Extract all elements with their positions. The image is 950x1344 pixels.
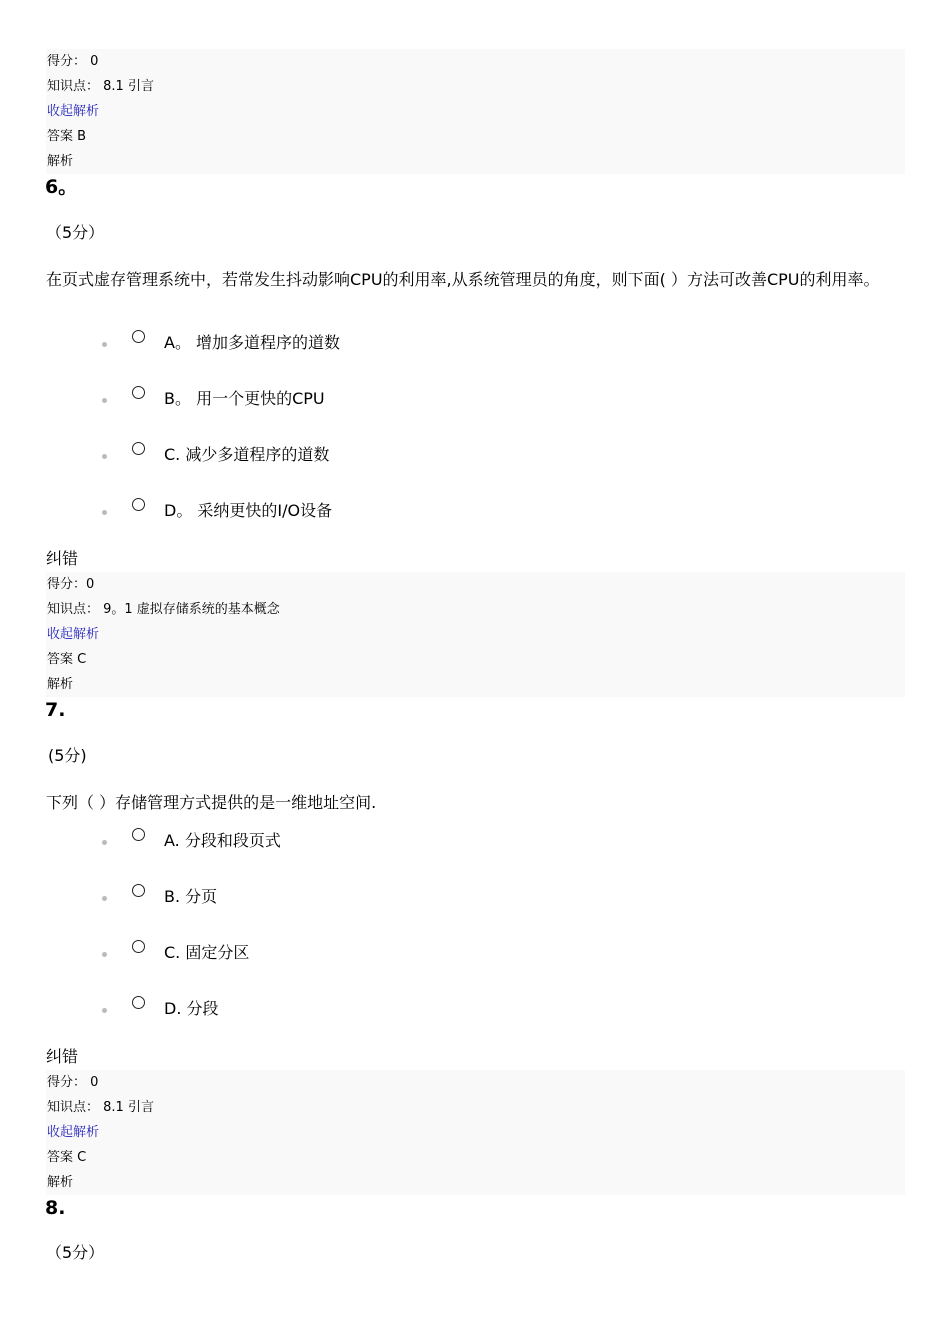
q7-result-panel bbox=[46, 1070, 905, 1195]
q6-option-b-radio[interactable] bbox=[132, 386, 145, 399]
q6-answer: 答案 C bbox=[47, 652, 87, 667]
q6-stem: 在页式虚存管理系统中，若常发生抖动影响CPU的利用率,从系统管理员的角度，则下面( ）方法可改善CPU的利用率。 bbox=[46, 270, 880, 289]
q7-report-error-link[interactable]: 纠错 bbox=[46, 1047, 79, 1066]
q5-score: 得分： 0 bbox=[47, 54, 99, 69]
bullet-icon bbox=[102, 398, 107, 403]
q5-analysis-label: 解析 bbox=[47, 154, 74, 169]
q7-number: 7. bbox=[45, 699, 66, 721]
q7-option-a-label: A. 分段和段页式 bbox=[164, 831, 281, 850]
bullet-icon bbox=[102, 342, 107, 347]
q6-number: 6。 bbox=[45, 176, 78, 198]
q7-option-b-radio[interactable] bbox=[132, 884, 145, 897]
q6-knowledge-point: 知识点： 9。1 虚拟存储系统的基本概念 bbox=[47, 602, 280, 617]
bullet-icon bbox=[102, 510, 107, 515]
q7-option-c-radio[interactable] bbox=[132, 940, 145, 953]
bullet-icon bbox=[102, 840, 107, 845]
q5-knowledge-point: 知识点： 8.1 引言 bbox=[47, 79, 154, 94]
q6-option-d-label: D。 采纳更快的I/O设备 bbox=[164, 501, 333, 520]
bullet-icon bbox=[102, 896, 107, 901]
q8-points: （5分） bbox=[46, 1243, 105, 1262]
q6-collapse-analysis-link[interactable]: 收起解析 bbox=[47, 627, 100, 642]
q6-option-a-radio[interactable] bbox=[132, 330, 145, 343]
q7-answer: 答案 C bbox=[47, 1150, 87, 1165]
q6-score: 得分：0 bbox=[47, 577, 95, 592]
bullet-icon bbox=[102, 1008, 107, 1013]
q6-option-a-label: A。 增加多道程序的道数 bbox=[164, 333, 341, 352]
q5-result-panel bbox=[46, 49, 905, 174]
q7-points: (5分) bbox=[48, 746, 87, 765]
q6-option-d-radio[interactable] bbox=[132, 498, 145, 511]
q6-report-error-link[interactable]: 纠错 bbox=[46, 549, 79, 568]
q7-option-c-label: C. 固定分区 bbox=[164, 943, 250, 962]
q7-score: 得分： 0 bbox=[47, 1075, 99, 1090]
q5-answer: 答案 B bbox=[47, 129, 87, 144]
bullet-icon bbox=[102, 952, 107, 957]
q5-collapse-analysis-link[interactable]: 收起解析 bbox=[47, 104, 100, 119]
q7-option-d-label: D. 分段 bbox=[164, 999, 219, 1018]
q7-collapse-analysis-link[interactable]: 收起解析 bbox=[47, 1125, 100, 1140]
q7-option-a-radio[interactable] bbox=[132, 828, 145, 841]
q6-option-c-radio[interactable] bbox=[132, 442, 145, 455]
q6-points: （5分） bbox=[46, 223, 105, 242]
bullet-icon bbox=[102, 454, 107, 459]
q6-option-c-label: C. 减少多道程序的道数 bbox=[164, 445, 330, 464]
q6-option-b-label: B。 用一个更快的CPU bbox=[164, 389, 325, 408]
q7-analysis-label: 解析 bbox=[47, 1175, 74, 1190]
q7-option-d-radio[interactable] bbox=[132, 996, 145, 1009]
q7-option-b-label: B. 分页 bbox=[164, 887, 218, 906]
q8-number: 8. bbox=[45, 1197, 66, 1219]
q7-stem: 下列（ ）存储管理方式提供的是一维地址空间. bbox=[46, 793, 377, 812]
q6-result-panel bbox=[46, 572, 905, 697]
q7-knowledge-point: 知识点： 8.1 引言 bbox=[47, 1100, 154, 1115]
q6-analysis-label: 解析 bbox=[47, 677, 74, 692]
